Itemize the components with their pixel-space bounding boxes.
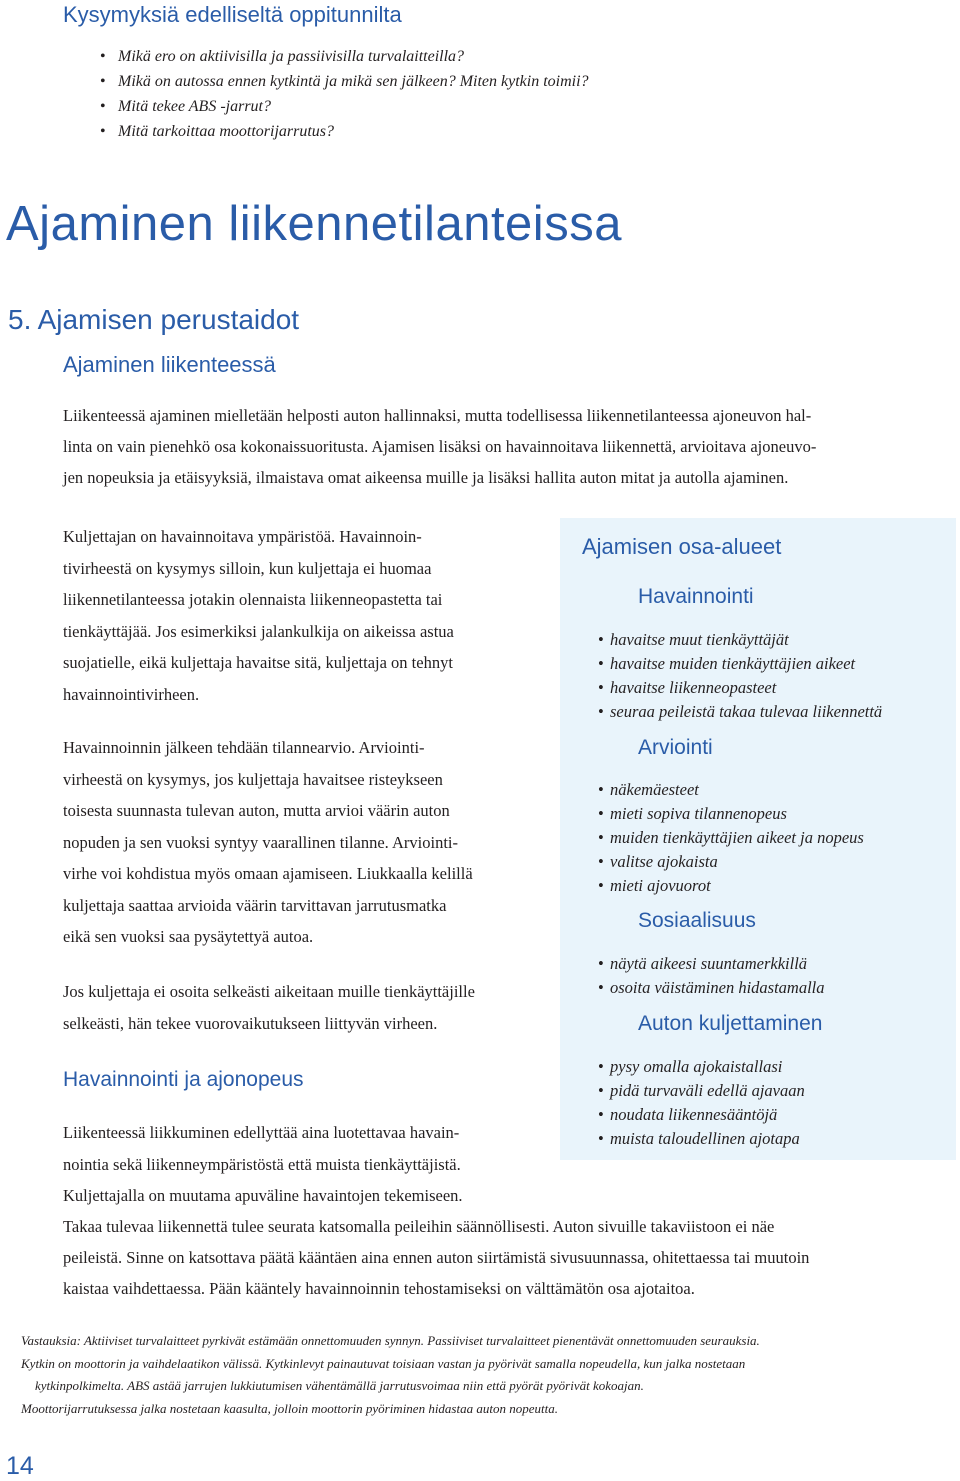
aside-box: [560, 518, 956, 1160]
text-line: virhe voi kohdistua myös omaan ajamiseen. Liukkaalla kelillä: [63, 864, 473, 883]
aside-list: [598, 628, 882, 724]
list-item: • noudata liikennesääntöjä: [598, 1103, 805, 1127]
list-item: • Mikä on autossa ennen kytkintä ja mikä sen jälkeen? Miten kytkin toimii?: [100, 69, 589, 94]
list-item: • mieti ajovuorot: [598, 874, 864, 898]
list-item: • valitse ajokaista: [598, 850, 864, 874]
aside-list: [598, 1055, 805, 1151]
text-line: Jos kuljettaja ei osoita selkeästi aikeitaan muille tienkäyttäjille: [63, 982, 475, 1001]
aside-list: [598, 778, 864, 898]
list-item: • havaitse muiden tienkäyttäjien aikeet: [598, 652, 882, 676]
text-line: peileistä. Sinne on katsottava päätä kääntäen aina ennen auton siirtämistä sivusuunnassa, ohitettaessa tai muutoin: [63, 1248, 810, 1267]
questions-title: Kysymyksiä edelliseltä oppitunnilta: [63, 2, 402, 27]
text-line: eikä sen vuoksi saa pysäytettyä autoa.: [63, 927, 314, 946]
paragraph-observation: [63, 521, 533, 710]
text-line: selkeästi, hän tekee vuorovaikutukseen liittyvän virheen.: [63, 1013, 438, 1033]
text-line: nopuden ja sen vuoksi syntyy vaarallinen tilanne. Arviointi-: [63, 832, 459, 852]
aside-section-title: Havainnointi: [638, 585, 754, 608]
text-line: Kuljettajan on havainnoitava ympäristöä. Havainnoin-: [63, 527, 422, 546]
list-item: • seuraa peileistä takaa tulevaa liikennettä: [598, 700, 882, 724]
list-item: • muiden tienkäyttäjien aikeet ja nopeus: [598, 826, 864, 850]
answers-footnote: [21, 1330, 951, 1420]
list-item: • Mitä tekee ABS -jarrut?: [100, 94, 589, 119]
text-line: Kytkin on moottorin ja vaihdelaatikon välissä. Kytkinlevyt painautuvat toisiaan vastan ja pyörivät samalla nopeudella, kun jalka nostetaan: [21, 1355, 746, 1371]
list-item: • näytä aikeesi suuntamerkkillä: [598, 952, 825, 976]
list-item: • muista taloudellinen ajotapa: [598, 1127, 805, 1151]
intro-paragraph: [63, 400, 958, 493]
list-item: • havaitse liikenneopasteet: [598, 676, 882, 700]
text-line: nointia sekä liikenneympäristöstä että muista tienkäyttäjistä.: [63, 1154, 461, 1174]
subsection2-title: Havainnointi ja ajonopeus: [63, 1068, 304, 1091]
list-item: • havaitse muut tienkäyttäjät: [598, 628, 882, 652]
text-line: havainnointivirheen.: [63, 684, 200, 704]
aside-list: [598, 952, 825, 1000]
text-line: kytkinpolkimelta. ABS astää jarrujen lukkiutumisen vähentämällä jarrutusvoimaa niin että pyörät pyörivät kokoajan.: [35, 1378, 644, 1393]
subsection-title: Ajaminen liikenteessä: [63, 352, 276, 377]
text-line: Takaa tulevaa liikennettä tulee seurata katsomalla peileihin säännöllisesti. Auton sivuille takaviistoon ei näe: [63, 1217, 775, 1236]
text-line: Vastauksia: Aktiiviset turvalaitteet pyrkivät estämään onnettomuuden synnyn. Passiiviset turvalaitteet pienentävät onnettomuuden seurauksia.: [21, 1333, 760, 1348]
text-line: virheestä on kysymys, jos kuljettaja havaitsee risteykseen: [63, 769, 443, 789]
text-line: Havainnoinnin jälkeen tehdään tilannearvio. Arviointi-: [63, 738, 425, 757]
aside-section-title: Sosiaalisuus: [638, 909, 756, 932]
text-line: tienkäyttäjää. Jos esimerkiksi jalankulkija on aikeissa astua: [63, 621, 454, 641]
chapter-title: Ajaminen liikennetilanteissa: [6, 197, 622, 251]
aside-section-title: Auton kuljettaminen: [638, 1012, 823, 1035]
list-item: • pidä turvaväli edellä ajavaan: [598, 1079, 805, 1103]
text-line: kuljettaja saattaa arvioida väärin tarvittavan jarrutusmatka: [63, 895, 447, 915]
text-line: tivirheestä on kysymys silloin, kun kuljettaja ei huomaa: [63, 558, 432, 578]
text-line: Liikenteessä liikkuminen edellyttää aina luotettavaa havain-: [63, 1123, 460, 1142]
paragraph-mirrors: [63, 1211, 958, 1304]
paragraph-interaction: [63, 976, 533, 1039]
text-line: liikennetilanteessa jotakin olennaista liikenneopastetta tai: [63, 590, 443, 609]
paragraph-observation-speed: [63, 1117, 533, 1212]
list-item: • Mitä tarkoittaa moottorijarrutus?: [100, 119, 589, 144]
text-line: toisesta suunnasta tulevan auton, mutta arvioi väärin auton: [63, 801, 450, 820]
paragraph-assessment: [63, 732, 533, 953]
questions-list: [100, 44, 589, 144]
section-title: 5. Ajamisen perustaidot: [8, 304, 300, 335]
list-item: • mieti sopiva tilannenopeus: [598, 802, 864, 826]
text-line: jen nopeuksia ja etäisyyksiä, ilmaistava omat aikeensa muille ja lisäksi hallita auton mitat ja autolla ajaminen.: [63, 468, 789, 487]
text-line: linta on vain pienehkö osa kokonaissuoritusta. Ajamisen lisäksi on havainnoitava liikennettä, arvioitava ajoneuvo-: [63, 437, 817, 456]
aside-title: Ajamisen osa-alueet: [582, 534, 782, 559]
page-number: 14: [6, 1452, 34, 1480]
list-item: • osoita väistäminen hidastamalla: [598, 976, 825, 1000]
list-item: • Mikä ero on aktiivisilla ja passiivisilla turvalaitteilla?: [100, 44, 589, 69]
text-line: Liikenteessä ajaminen mielletään helposti auton hallinnaksi, mutta todellisessa liikennetilanteessa ajoneuvon hal-: [63, 406, 812, 425]
text-line: Moottorijarrutuksessa jalka nostetaan kaasulta, jolloin moottorin pyöriminen hidastaa auton nopeutta.: [21, 1400, 558, 1416]
text-line: suojatielle, eikä kuljettaja havaitse sitä, kuljettaja on tehnyt: [63, 653, 453, 672]
text-line: kaistaa vaihdettaessa. Pään kääntely havainnoinnin tehostamiseksi on välttämätön osa ajotaitoa.: [63, 1279, 695, 1298]
text-line: Kuljettajalla on muutama apuväline havaintojen tekemiseen.: [63, 1186, 463, 1205]
list-item: • pysy omalla ajokaistallasi: [598, 1055, 805, 1079]
list-item: • näkemäesteet: [598, 778, 864, 802]
aside-section-title: Arviointi: [638, 736, 713, 759]
